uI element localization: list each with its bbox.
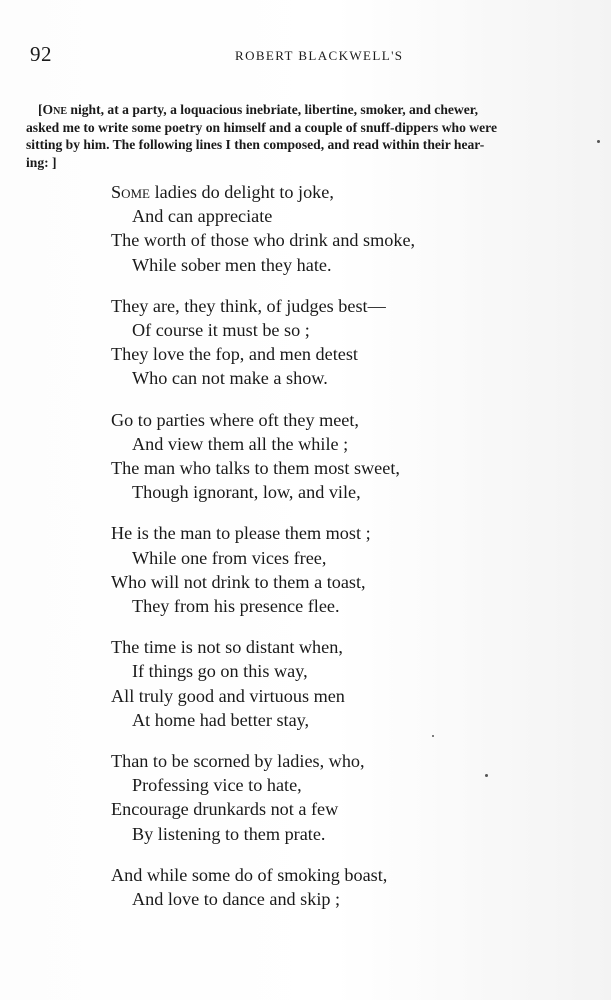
- print-speck: [432, 735, 434, 737]
- poem-line: Some ladies do delight to joke,: [111, 182, 334, 202]
- poem-line: The man who talks to them most sweet,: [111, 458, 400, 479]
- poem-line: At home had better stay,: [132, 709, 310, 730]
- poem-line: And love to dance and skip ;: [132, 889, 341, 910]
- running-head: ROBERT BLACKWELL'S: [235, 48, 404, 63]
- poem-line: Encourage drunkards not a few: [111, 799, 339, 820]
- intro-line: [One night, at a party, a loquacious inebriate, libertine, smoker, and chewer,: [38, 102, 478, 117]
- poem-line: While sober men they hate.: [132, 254, 332, 275]
- poem-line: The worth of those who drink and smoke,: [111, 230, 416, 251]
- poem-line: He is the man to please them most ;: [111, 523, 371, 544]
- poem: [111, 180, 581, 928]
- poem-line: Of course it must be so ;: [132, 320, 310, 341]
- print-speck: [597, 140, 600, 143]
- poem-line: And while some do of smoking boast,: [111, 864, 388, 885]
- poem-line: They love the fop, and men detest: [111, 344, 358, 365]
- page-number: 92: [30, 42, 52, 66]
- poem-line: And can appreciate: [132, 206, 273, 227]
- intro-note: [26, 101, 574, 171]
- poem-line: Than to be scorned by ladies, who,: [111, 751, 365, 772]
- poem-line: Though ignorant, low, and vile,: [132, 482, 361, 503]
- print-speck: [485, 774, 488, 777]
- stanza: [111, 863, 581, 911]
- poem-line: Who can not make a show.: [132, 368, 328, 389]
- poem-line: The time is not so distant when,: [111, 637, 343, 658]
- poem-line: Who will not drink to them a toast,: [111, 571, 366, 592]
- page-header: [30, 42, 581, 66]
- stanza: [111, 635, 581, 732]
- poem-line: By listening to them prate.: [132, 823, 326, 844]
- poem-line: Go to parties where oft they meet,: [111, 409, 359, 430]
- poem-line: If things go on this way,: [132, 661, 308, 682]
- stanza: [111, 294, 581, 391]
- stanza: [111, 749, 581, 846]
- stanza: [111, 408, 581, 505]
- intro-line: ing: ]: [26, 154, 57, 170]
- poem-line: All truly good and virtuous men: [111, 685, 345, 706]
- intro-line: sitting by him. The following lines I then composed, and read within their hear-: [26, 137, 485, 152]
- stanza: [111, 521, 581, 618]
- intro-line: asked me to write some poetry on himself and a couple of snuff-dippers who were: [26, 119, 497, 135]
- poem-line: And view them all the while ;: [132, 433, 349, 454]
- poem-line: Professing vice to hate,: [132, 775, 302, 796]
- poem-line: While one from vices free,: [132, 547, 327, 568]
- stanza: [111, 180, 581, 277]
- poem-line: They from his presence flee.: [132, 596, 340, 617]
- poem-line: They are, they think, of judges best—: [111, 295, 386, 316]
